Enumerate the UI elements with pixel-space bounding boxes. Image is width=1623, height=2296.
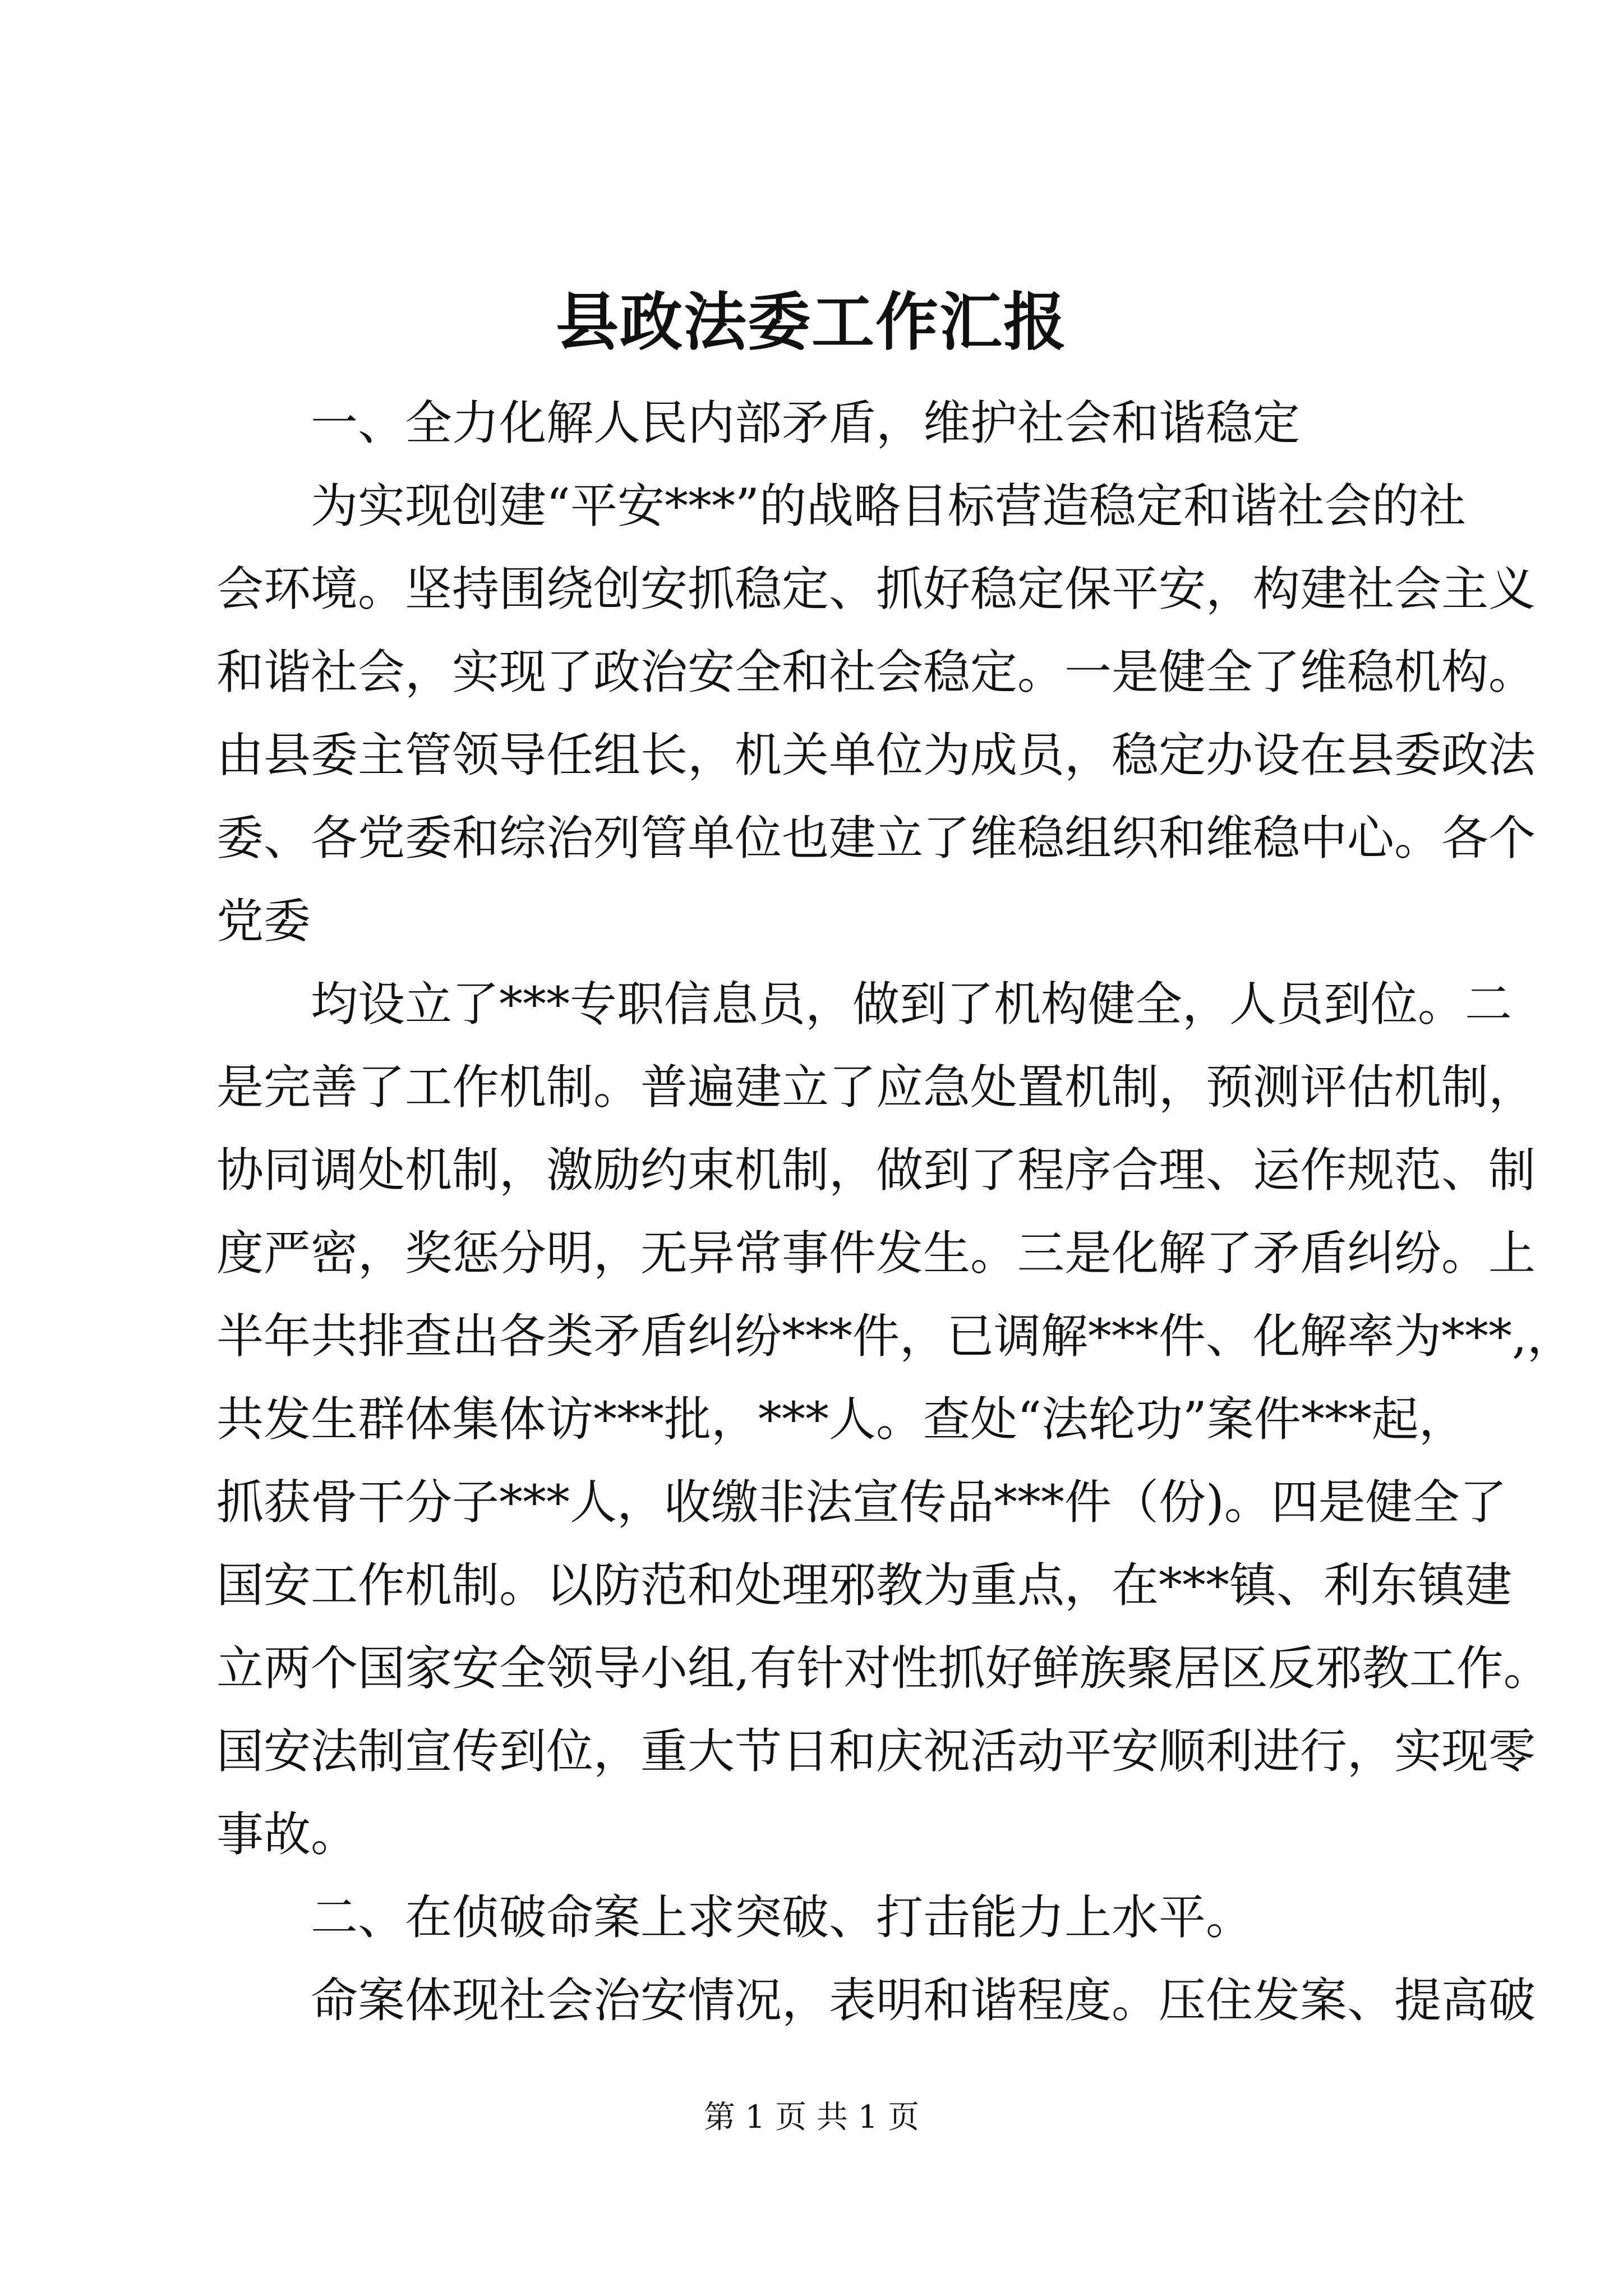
text-line-content: 命案体现社会治安情况，表明和谐程度。压住发案、提高破	[311, 1973, 1536, 2028]
text-line	[216, 1959, 1536, 2042]
text-line-content: 委、各党委和综治列管单位也建立了维稳组织和维稳中心。各个	[216, 811, 1536, 866]
text-line	[216, 464, 1466, 547]
text-line-content: 党委	[216, 894, 311, 949]
text-line-content: 国安工作机制。以防范和处理邪教为重点，在***镇、利东镇建	[216, 1558, 1513, 1613]
text-line	[216, 1046, 1536, 1129]
text-line-content: 立两个国家安全领导小组,有针对性抓好鲜族聚居区反邪教工作。	[216, 1641, 1551, 1696]
text-line	[216, 1461, 1507, 1544]
text-line-content: 二、在侦破命案上求突破、打击能力上水平。	[311, 1890, 1253, 1945]
text-line	[216, 381, 1422, 464]
text-line	[216, 1212, 1536, 1295]
text-line	[216, 631, 1536, 714]
text-line	[216, 1295, 1574, 1378]
text-line-content: 一、全力化解人民内部矛盾，维护社会和谐稳定	[311, 395, 1301, 450]
text-line-content: 由县委主管领导任组长，机关单位为成员，稳定办设在县委政法	[216, 728, 1536, 783]
text-line	[216, 1627, 1551, 1710]
text-line-content: 抓获骨干分子***人，收缴非法宣传品***件（份)。四是健全了	[216, 1475, 1507, 1530]
text-line-content: 国安法制宣传到位，重大节日和庆祝活动平安顺利进行，实现零	[216, 1724, 1536, 1779]
document-body	[216, 381, 1574, 2042]
text-line	[216, 1129, 1536, 1212]
text-line	[216, 714, 1536, 797]
text-line-content: 为实现创建“平安***”的战略目标营造稳定和谐社会的社	[311, 478, 1466, 533]
text-line	[216, 1544, 1513, 1627]
document-title: 县政法委工作汇报	[556, 286, 1067, 359]
text-line-content: 半年共排查出各类矛盾纠纷***件，已调解***件、化解率为***,，	[216, 1309, 1574, 1364]
text-line	[216, 880, 1422, 963]
text-line-content: 协同调处机制，激励约束机制，做到了程序合理、运作规范、制	[216, 1143, 1536, 1198]
text-line	[216, 1876, 1422, 1959]
text-line-content: 和谐社会，实现了政治安全和社会稳定。一是健全了维稳机构。	[216, 645, 1536, 700]
text-line	[216, 797, 1536, 880]
text-line-content: 会环境。坚持围绕创安抓稳定、抓好稳定保平安，构建社会主义	[216, 562, 1536, 616]
text-line-content: 均设立了***专职信息员，做到了机构健全，人员到位。二	[311, 977, 1513, 1032]
text-line-content: 事故。	[216, 1807, 358, 1862]
text-line-content: 是完善了工作机制。普遍建立了应急处置机制，预测评估机制，	[216, 1060, 1536, 1115]
text-line	[216, 547, 1536, 631]
text-line	[216, 1378, 1466, 1461]
text-line	[216, 1793, 1422, 1876]
text-line	[216, 963, 1513, 1046]
text-line	[216, 1710, 1536, 1793]
page-footer: 第 1 页 共 1 页	[703, 2099, 920, 2136]
text-line-content: 共发生群体集体访***批，***人。查处“法轮功”案件***起，	[216, 1392, 1466, 1447]
text-line-content: 度严密，奖惩分明，无异常事件发生。三是化解了矛盾纠纷。上	[216, 1226, 1536, 1281]
